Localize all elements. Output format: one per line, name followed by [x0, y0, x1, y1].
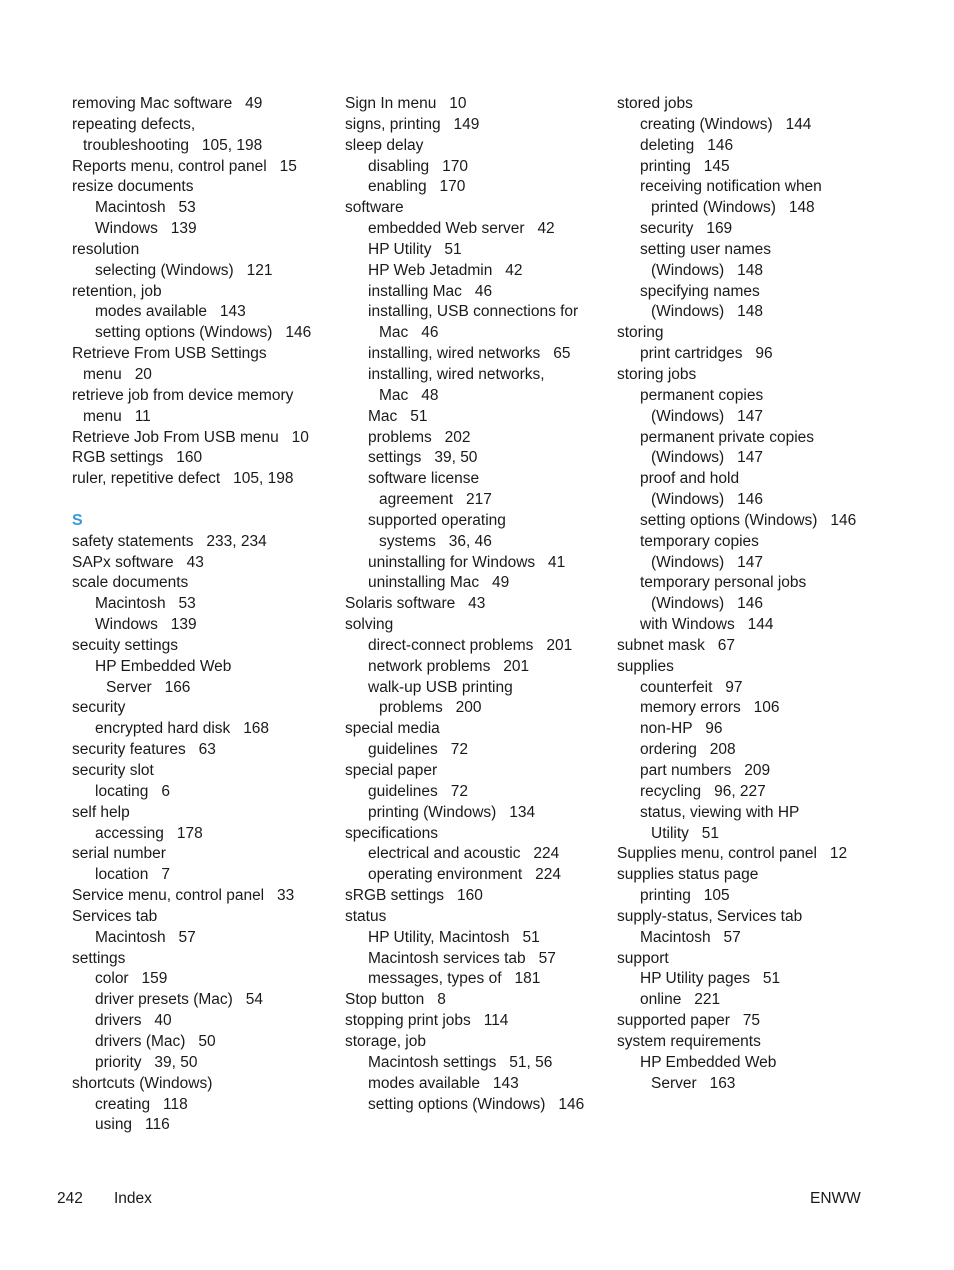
index-subentry: (Windows) 148	[651, 303, 763, 321]
index-subentry: enabling 170	[368, 178, 466, 196]
section-letter: S	[72, 511, 83, 529]
index-subentry: modes available 143	[368, 1074, 519, 1092]
index-subentry: Mac 46	[379, 324, 439, 342]
index-subentry: guidelines 72	[368, 782, 468, 800]
index-entry: Services tab	[72, 907, 158, 925]
index-subentry: Mac 51	[368, 407, 428, 425]
page-number: 242	[57, 1190, 83, 1207]
index-entry: supplies	[617, 657, 674, 675]
index-entry: storing	[617, 324, 664, 342]
index-subentry: selecting (Windows) 121	[95, 261, 273, 279]
index-subentry: locating 6	[95, 782, 170, 800]
index-subentry: HP Utility 51	[368, 240, 462, 258]
index-subentry: setting options (Windows) 146	[368, 1095, 585, 1113]
index-entry: resolution	[72, 240, 140, 258]
index-entry: safety statements 233, 234	[72, 532, 267, 550]
index-subentry: print cartridges 96	[640, 345, 773, 363]
index-column-2	[345, 94, 607, 1115]
index-entry: Stop button 8	[345, 991, 446, 1009]
index-subentry: uninstalling for Windows 41	[368, 553, 566, 571]
index-entry: supported paper 75	[617, 1012, 761, 1030]
index-subentry: Macintosh 57	[640, 928, 741, 946]
index-subentry: Macintosh settings 51, 56	[368, 1053, 553, 1071]
index-entry: Solaris software 43	[345, 595, 486, 613]
index-subentry: proof and hold	[640, 470, 740, 488]
index-entry: serial number	[72, 845, 166, 863]
index-entry: support	[617, 949, 669, 967]
index-subentry: problems 200	[379, 699, 482, 717]
index-entry: Service menu, control panel 33	[72, 887, 295, 905]
index-subentry: status, viewing with HP	[640, 803, 800, 821]
index-subentry: permanent copies	[640, 386, 764, 404]
index-subentry: creating 118	[95, 1095, 188, 1113]
index-entry: self help	[72, 803, 130, 821]
index-entry: software	[345, 199, 404, 217]
index-entry: repeating defects,	[72, 115, 196, 133]
index-entry: stored jobs	[617, 95, 693, 112]
index-entry: stopping print jobs 114	[345, 1012, 509, 1030]
index-subentry: Windows 139	[95, 616, 197, 634]
section-gap	[72, 490, 334, 511]
index-entry: supply-status, Services tab	[617, 907, 803, 925]
index-entry: Supplies menu, control panel 12	[617, 845, 848, 863]
index-subentry: security 169	[640, 220, 733, 238]
index-entry: storage, job	[345, 1032, 426, 1050]
index-subentry: encrypted hard disk 168	[95, 720, 270, 738]
index-subentry: setting user names	[640, 240, 771, 258]
index-subentry: walk-up USB printing	[368, 678, 513, 696]
index-entry: Reports menu, control panel 15	[72, 157, 297, 175]
index-entry: status	[345, 907, 387, 925]
index-subentry: Server 166	[106, 678, 191, 696]
index-subentry: HP Embedded Web	[640, 1053, 777, 1071]
index-subentry: embedded Web server 42	[368, 220, 555, 238]
index-subentry: permanent private copies	[640, 428, 815, 446]
index-subentry: color 159	[95, 970, 168, 988]
index-subentry: HP Utility, Macintosh 51	[368, 928, 540, 946]
index-subentry: with Windows 144	[640, 616, 774, 634]
index-subentry: (Windows) 148	[651, 261, 763, 279]
index-subentry: location 7	[95, 866, 170, 884]
index-entry: subnet mask 67	[617, 636, 736, 654]
index-entry: retrieve job from device memory	[72, 386, 294, 404]
index-entry: storing jobs	[617, 365, 697, 383]
index-subentry: troubleshooting 105, 198	[83, 136, 263, 154]
index-entry: RGB settings 160	[72, 449, 203, 467]
index-subentry: problems 202	[368, 428, 471, 446]
index-subentry: driver presets (Mac) 54	[95, 991, 263, 1009]
index-column-3	[617, 94, 879, 1095]
index-subentry: modes available 143	[95, 303, 246, 321]
index-entry: special paper	[345, 762, 438, 779]
index-entry: sRGB settings 160	[345, 887, 483, 905]
index-subentry: software license	[368, 470, 480, 488]
index-subentry: Windows 139	[95, 220, 197, 238]
index-entry: SAPx software 43	[72, 553, 204, 571]
index-entry: Retrieve From USB Settings	[72, 345, 267, 363]
index-subentry: (Windows) 147	[651, 407, 763, 425]
index-subentry: online 221	[640, 991, 721, 1009]
index-subentry: printing 145	[640, 157, 730, 175]
footer-doc-code: ENWW	[810, 1190, 861, 1207]
index-subentry: operating environment 224	[368, 866, 562, 884]
index-subentry: uninstalling Mac 49	[368, 574, 510, 592]
index-entry: security	[72, 699, 126, 717]
index-subentry: ordering 208	[640, 741, 736, 759]
index-subentry: systems 36, 46	[379, 532, 492, 550]
index-subentry: specifying names	[640, 282, 760, 300]
index-entry: secuity settings	[72, 636, 178, 654]
index-entry: specifications	[345, 824, 439, 842]
index-entry: Sign In menu 10	[345, 95, 467, 112]
index-subentry: using 116	[95, 1116, 170, 1134]
index-subentry: agreement 217	[379, 491, 492, 509]
index-subentry: setting options (Windows) 146	[95, 324, 312, 342]
index-entry: retention, job	[72, 282, 162, 300]
index-subentry: priority 39, 50	[95, 1053, 198, 1071]
index-entry: solving	[345, 616, 394, 634]
index-subentry: counterfeit 97	[640, 678, 743, 696]
index-entry: special media	[345, 720, 440, 738]
index-subentry: memory errors 106	[640, 699, 780, 717]
index-subentry: Macintosh 53	[95, 595, 196, 613]
index-subentry: printed (Windows) 148	[651, 199, 815, 217]
index-entry: resize documents	[72, 178, 194, 196]
index-subentry: messages, types of 181	[368, 970, 541, 988]
index-entry: supplies status page	[617, 866, 759, 884]
index-subentry: setting options (Windows) 146	[640, 511, 857, 529]
index-column-1	[72, 94, 334, 1136]
index-entry: signs, printing 149	[345, 115, 480, 133]
index-entry: Retrieve Job From USB menu 10	[72, 428, 309, 446]
index-subentry: menu 20	[83, 365, 152, 383]
index-subentry: Utility 51	[651, 824, 720, 842]
index-subentry: HP Embedded Web	[95, 657, 232, 675]
index-subentry: (Windows) 146	[651, 595, 763, 613]
index-subentry: HP Utility pages 51	[640, 970, 781, 988]
index-subentry: (Windows) 146	[651, 491, 763, 509]
index-entry: system requirements	[617, 1032, 761, 1050]
index-subentry: Mac 48	[379, 386, 439, 404]
index-entry: removing Mac software 49	[72, 95, 263, 112]
index-subentry: (Windows) 147	[651, 553, 763, 571]
index-entry: security features 63	[72, 741, 216, 759]
index-subentry: menu 11	[83, 407, 151, 425]
index-subentry: HP Web Jetadmin 42	[368, 261, 523, 279]
index-entry: ruler, repetitive defect 105, 198	[72, 470, 294, 488]
index-entry: settings	[72, 949, 126, 967]
index-subentry: recycling 96, 227	[640, 782, 766, 800]
index-subentry: guidelines 72	[368, 741, 468, 759]
index-subentry: disabling 170	[368, 157, 468, 175]
index-subentry: printing (Windows) 134	[368, 803, 536, 821]
index-subentry: receiving notification when	[640, 178, 822, 196]
index-subentry: creating (Windows) 144	[640, 115, 812, 133]
index-subentry: temporary copies	[640, 532, 759, 550]
index-subentry: non-HP 96	[640, 720, 723, 738]
index-subentry: installing Mac 46	[368, 282, 493, 300]
footer-section-title: Index	[114, 1190, 152, 1207]
index-subentry: Macintosh 53	[95, 199, 196, 217]
index-entry: security slot	[72, 762, 154, 779]
index-subentry: (Windows) 147	[651, 449, 763, 467]
index-subentry: Macintosh 57	[95, 928, 196, 946]
index-subentry: Macintosh services tab 57	[368, 949, 556, 967]
index-subentry: drivers (Mac) 50	[95, 1032, 216, 1050]
index-subentry: settings 39, 50	[368, 449, 478, 467]
index-subentry: accessing 178	[95, 824, 203, 842]
index-subentry: network problems 201	[368, 657, 530, 675]
index-subentry: printing 105	[640, 887, 730, 905]
index-subentry: installing, wired networks,	[368, 365, 545, 383]
index-subentry: drivers 40	[95, 1012, 172, 1030]
index-subentry: temporary personal jobs	[640, 574, 807, 592]
index-entry: scale documents	[72, 574, 189, 592]
index-subentry: part numbers 209	[640, 762, 771, 779]
index-entry: sleep delay	[345, 136, 424, 154]
index-subentry: installing, wired networks 65	[368, 345, 571, 363]
index-subentry: installing, USB connections for	[368, 303, 579, 321]
index-subentry: direct-connect problems 201	[368, 636, 573, 654]
index-subentry: electrical and acoustic 224	[368, 845, 560, 863]
index-subentry: deleting 146	[640, 136, 734, 154]
index-subentry: Server 163	[651, 1074, 736, 1092]
index-subentry: supported operating	[368, 511, 506, 529]
index-entry: shortcuts (Windows)	[72, 1074, 213, 1092]
